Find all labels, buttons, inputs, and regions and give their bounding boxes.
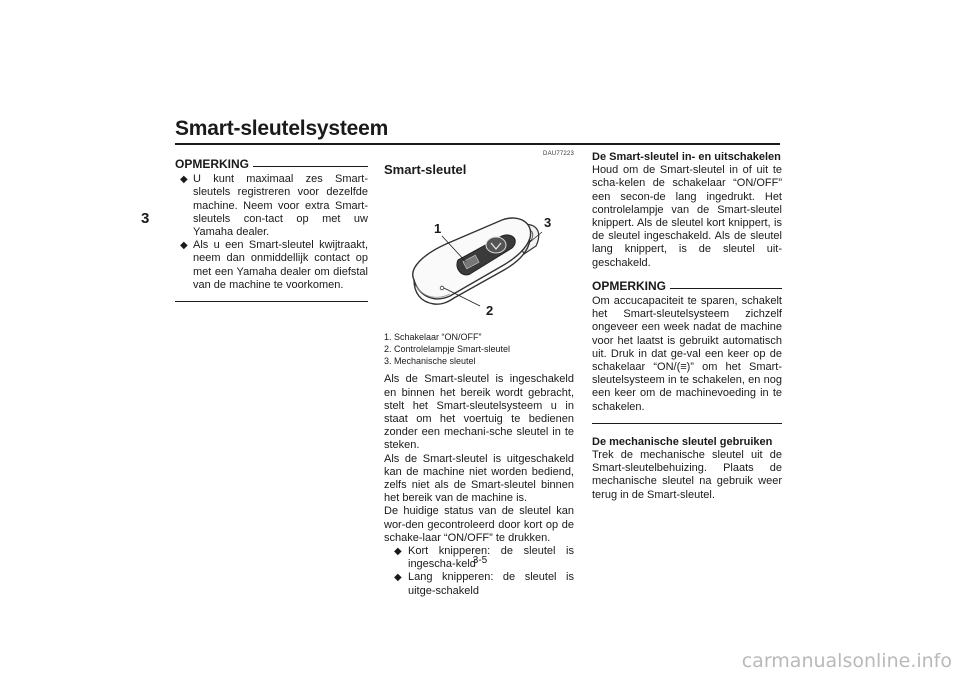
list-item [175,173,368,239]
paragraph: De huidige status van de sleutel kan wor-den gecontroleerd door kort op de schake-laar “ON/OFF” te drukken. [384,505,574,544]
note-heading-rule [670,288,782,289]
note-text: Om accucapaciteit te sparen, schakelt het Smart-sleutelsysteem zichzelf ongeveer een week nadat de machine voor het laatst is gebruikt automatisch uit. Druk in dat ge-val een keer op de schakelaar “ON/(≡)” om het Smart-sleutelsysteem in te schakelen, en nog een keer om de machinevoeding in te schakelen. [592,295,782,413]
status-bullet-list [384,545,574,598]
paragraph: Als de Smart-sleutel is uitgeschakeld kan de machine niet worden bediend, zelfs niet als de Smart-sleutel binnen het bereik van de machine is. [384,452,574,505]
caption-item: 2. Controlelampje Smart-sleutel [384,344,511,355]
subsection-heading: De mechanische sleutel gebruiken [592,435,773,448]
column-1 [175,158,368,302]
subsection-heading: De Smart-sleutel in- en uitschakelen [592,151,781,163]
caption-item: 3. Mechanische sleutel [384,356,476,367]
smart-key-figure [384,188,574,323]
note-end-rule [592,423,782,424]
header-rule [175,143,780,145]
page-number: 3-5 [472,555,488,566]
list-item-text: Lang knipperen: de sleutel is uitge-schakeld [408,571,574,597]
list-item [175,239,368,292]
figure-captions [384,331,574,367]
list-item-text: U kunt maximaal zes Smart-sleutels registreren voor dezelfde machine. Neem voor extra Smart-sleutels con-tact op met uw Yamaha dealer. [193,173,368,239]
diamond-bullet-icon: ◆ [180,174,188,186]
paragraph: Houd om de Smart-sleutel in of uit te scha-kelen de schakelaar “ON/OFF” een secon-de lang ingedrukt. Het controlelampje van de Smart-sleutel knippert. Als de sleutel kort knippert, is de sleutel ingeschakeld. Als de sleutel lang knippert, is de sleutel uit-geschakeld. [592,164,782,269]
column-3 [592,151,782,502]
note-heading [175,158,368,171]
note-heading [592,280,782,293]
note-end-rule [175,301,368,302]
callout-3: 3 [544,215,552,231]
paragraph: Trek de mechanische sleutel uit de Smart-sleutelbehuizing. Plaats de mechanische sleutel na gebruik weer terug in de Smart-sleutel. [592,449,782,501]
watermark: carmanualsonline.info [741,650,952,672]
document-code: DAU77223 [543,151,574,157]
section-title: Smart-sleutel [384,162,467,178]
callout-2: 2 [486,303,494,319]
diamond-bullet-icon: ◆ [394,546,402,558]
note-heading-rule [253,166,368,167]
list-item-text: Kort knipperen: de sleutel is ingescha-keld [408,545,574,571]
page-title: Smart-sleutelsysteem [175,117,389,140]
callout-1: 1 [434,221,442,237]
note-heading-label: OPMERKING [175,157,250,171]
paragraph: Als de Smart-sleutel is ingeschakeld en binnen het bereik wordt gebracht, stelt het Smart-sleutelsysteem u in staat om het voertuig te bedienen zonder een mechani-sche sleutel in te steken. [384,373,574,452]
note-heading-label: OPMERKING [592,278,667,293]
list-item [384,571,574,597]
diamond-bullet-icon: ◆ [394,572,402,584]
caption-item: 1. Schakelaar “ON/OFF” [384,332,482,343]
column-2 [384,148,574,598]
diamond-bullet-icon: ◆ [180,240,188,252]
smart-key-illustration [384,188,574,323]
chapter-tab: 3 [141,210,150,227]
list-item-text: Als u een Smart-sleutel kwijtraakt, neem dan onmiddellijk contact op met een Yamaha dealer om diefstal van de machine te voorkomen. [193,239,368,291]
note-bullet-list [175,173,368,292]
